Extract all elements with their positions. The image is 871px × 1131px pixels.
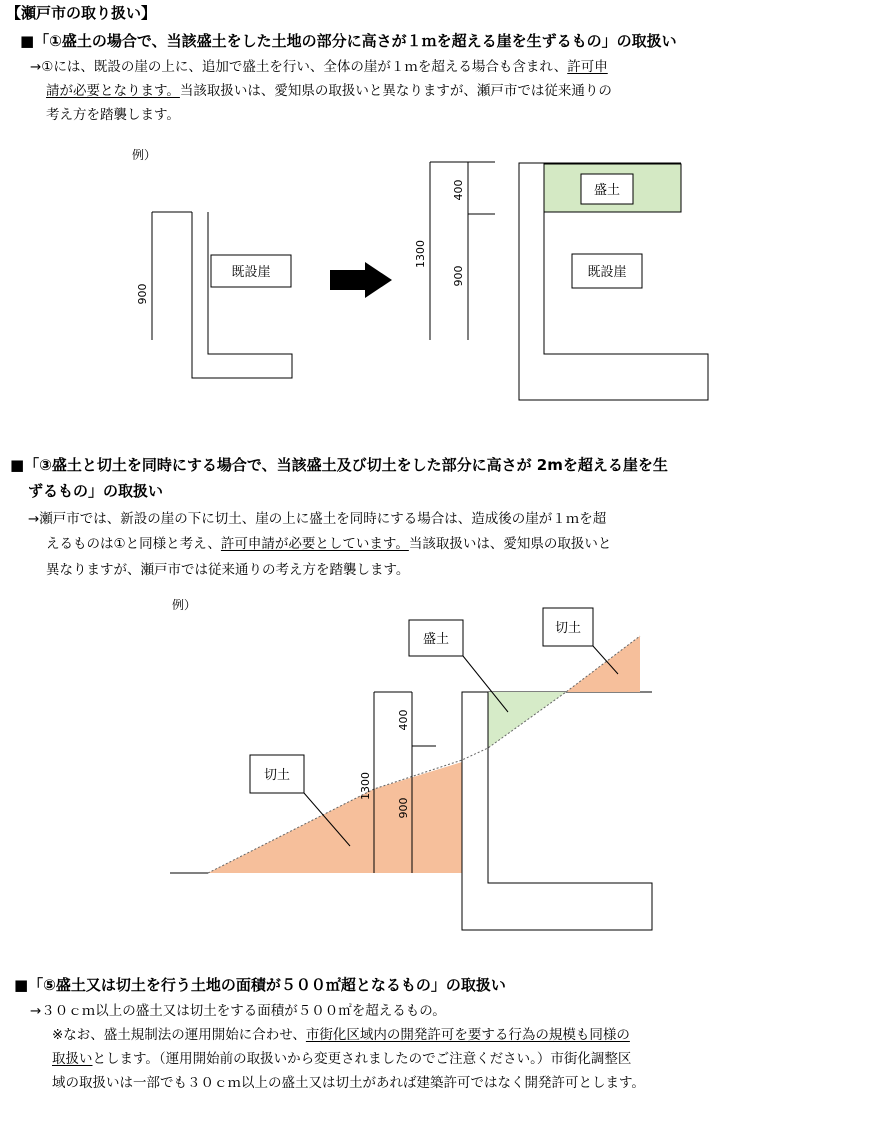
diagram1-before [136, 212, 292, 378]
right-arrow-icon [330, 262, 392, 298]
d2-fill-label: 盛土 [422, 632, 450, 647]
section2-heading-line1: ■「③盛土と切土を同時にする場合で、当該盛土及び切土をした部分に高さが 2mを超える崖を生 [10, 456, 668, 474]
after-existing-label: 既設崖 [587, 265, 627, 280]
section3-line4: 域の取扱いは一部でも３０ｃｍ以上の盛土又は切土があれば建築許可ではなく開発許可とします。 [52, 1075, 645, 1091]
section2-line2 [46, 533, 611, 556]
section2-line2-text-a: えるものは①と同様と考え、 [46, 536, 221, 552]
section2-line3: 異なりますが、瀬戸市では従来通りの考え方を踏襲します。 [46, 562, 410, 578]
section3-heading: ■「⑤盛土又は切土を行う土地の面積が５００㎡超となるもの」の取扱い [14, 976, 506, 994]
section2-line2-underline: 許可申請が必要としています。 [220, 536, 409, 552]
section1-heading: ■「①盛土の場合で、当該盛土をした土地の部分に高さが１ｍを超える崖を生ずるもの」の取扱い [20, 32, 677, 50]
section3-line3-underline: 取扱い [52, 1051, 93, 1067]
d2-dim-1300: 1300 [359, 772, 372, 800]
section1-example-label: 例） [132, 148, 157, 162]
d2-cut-label-upper: 切土 [554, 621, 582, 636]
section2-line1: →瀬戸市では、新設の崖の下に切土、崖の上に盛土を同時にする場合は、造成後の崖が１ｍを超 [28, 511, 607, 527]
section1-line2-underline: 請が必要となります。 [46, 83, 180, 99]
diagram2 [170, 608, 652, 930]
section1-line3: 考え方を踏襲します。 [46, 107, 180, 123]
doc-title: 【瀬戸市の取り扱い】 [6, 4, 157, 22]
after-dim-400: 400 [452, 179, 465, 201]
section1-line2-text: 当該取扱いは、愛知県の取扱いと異なりますが、瀬戸市では従来通りの [179, 83, 612, 99]
after-dim-1300: 1300 [414, 240, 427, 268]
section3-line2 [52, 1024, 630, 1047]
section2-heading-line2: ずるもの」の取扱い [28, 482, 164, 500]
d2-dim-400: 400 [397, 709, 410, 731]
d2-cut-label-lower: 切土 [263, 768, 291, 783]
d2-fill-leader [463, 656, 508, 712]
section1-line1-underline: 許可申 [567, 59, 608, 75]
section2-example-label: 例） [172, 598, 197, 612]
section3-line2-underline: 市街化区域内の開発許可を要する行為の規模も同様の [305, 1027, 630, 1043]
section3-line3 [52, 1048, 631, 1071]
before-wall [192, 212, 292, 378]
d2-dim-900: 900 [397, 797, 410, 819]
after-dim-900: 900 [452, 265, 465, 287]
section3-line2-text: ※なお、盛土規制法の運用開始に合わせ、 [52, 1027, 306, 1043]
after-fill-label: 盛土 [593, 183, 621, 198]
before-existing-label: 既設崖 [231, 265, 271, 280]
section3-line3-text: とします。（運用開始前の取扱いから変更されましたのでご注意ください。）市街化調整区 [92, 1051, 632, 1067]
before-dim-900: 900 [136, 283, 149, 305]
section1-line1-text: →①には、既設の崖の上に、追加で盛土を行い、全体の崖が１ｍを超える場合も含まれ、 [30, 59, 568, 75]
section3-line1: →３０ｃｍ以上の盛土又は切土をする面積が５００㎡を超えるもの。 [30, 1003, 446, 1019]
diagram1-after [414, 162, 708, 400]
section2-line2-text-b: 当該取扱いは、愛知県の取扱いと [408, 536, 612, 552]
